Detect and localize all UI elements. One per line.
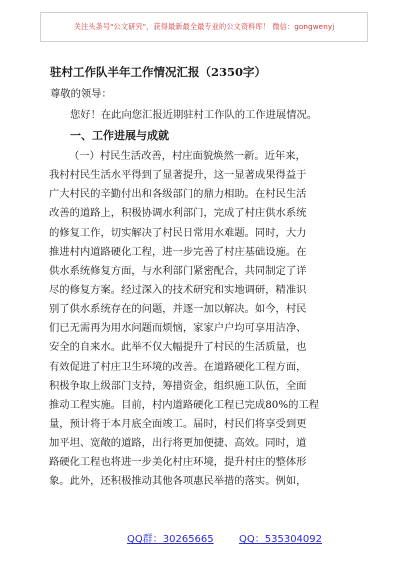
intro-paragraph: 您好！在此向您汇报近期驻村工作队的工作进展情况。 (70, 109, 318, 121)
body-line: 象。此外，还积极推动其他各项惠民举措的落实。例如， (49, 475, 307, 488)
qq-link[interactable]: QQ：535304092 (239, 534, 323, 545)
document-title: 驻村工作队半年工作情况汇报（2350字） (50, 65, 267, 79)
body-line: 们已无需再为用水问题而烦恼，家家户户均可享用洁净、 (49, 322, 307, 335)
body-line: 别了供水系统存在的问题，并逐一加以解决。如今，村民 (49, 303, 307, 316)
body-line: 有效促进了村庄卫生环境的改善。在道路硬化工程方面， (49, 360, 307, 373)
body-line: 推动工程实施。目前，村内道路硬化工程已完成80%的工程 (49, 398, 320, 411)
header-banner-text: 关注头条号"公文研究"，获得最新最全最专业的公文资料库！ 微信：gongwenyj (73, 22, 335, 31)
body-line: 尽的修复方案。经过深入的技术研究和实地调研，精准识 (49, 283, 307, 296)
body-line: 安全的自来水。此举不仅大幅提升了村民的生活质量，也 (49, 341, 307, 354)
body-line: 推进村内道路硬化工程，进一步完善了村庄基础设施。在 (49, 245, 307, 258)
section-heading: 一、工作进展与成就 (70, 129, 169, 142)
body-line: 加平坦、宽敞的道路，出行将更加便捷、高效。同时，道 (49, 437, 307, 450)
body-line: 量，预计将于本月底全面竣工。届时，村民们将享受到更 (49, 417, 307, 430)
qq-group-link[interactable]: QQ群：30265665 (127, 534, 214, 545)
body-line: 我村村民生活水平得到了显著提升，这一显著成果得益于 (49, 169, 307, 182)
greeting: 尊敬的领导： (50, 88, 112, 100)
header-banner (40, 12, 368, 42)
body-paragraph (49, 147, 359, 492)
body-line: 路硬化工程也将进一步美化村庄环境，提升村庄的整体形 (49, 456, 307, 469)
body-line: 供水系统修复方面，与水利部门紧密配合，共同制定了详 (49, 264, 307, 277)
body-line: 改善的道路上，积极协调水利部门，完成了村庄供水系统 (49, 207, 307, 220)
body-line: 的修复工作，切实解决了村民日常用水难题。同时，大力 (49, 226, 307, 239)
footer (0, 530, 408, 546)
body-line: （一）村民生活改善，村庄面貌焕然一新。近年来， (69, 150, 306, 162)
body-line: 广大村民的辛勤付出和各级部门的鼎力相助。在村民生活 (49, 188, 307, 201)
body-line: 积极争取上级部门支持，筹措资金，组织施工队伍，全面 (49, 379, 307, 392)
